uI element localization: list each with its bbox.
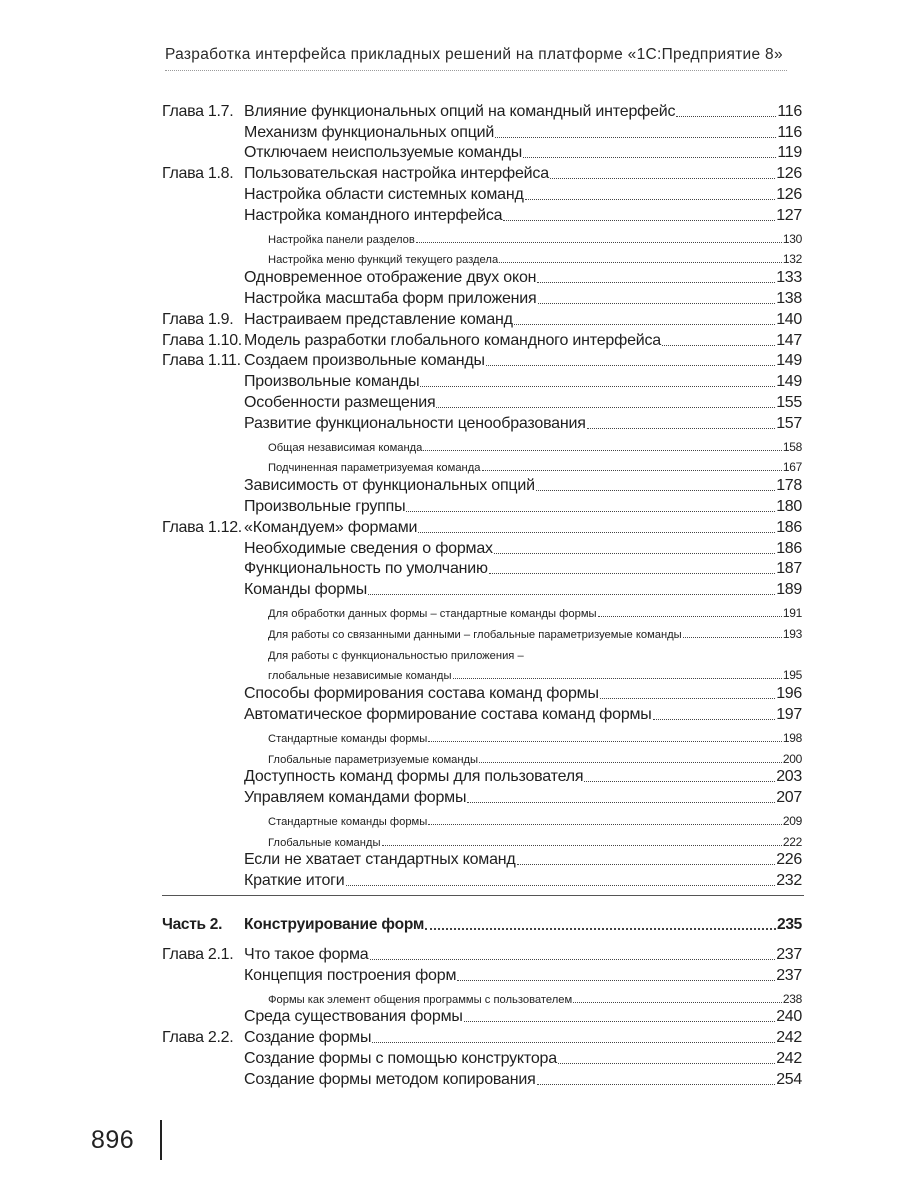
dot-leader [453,678,782,679]
dot-leader [406,511,775,512]
running-header: Разработка интерфейса прикладных решений на платформе «1С:Предприятие 8» [165,46,783,63]
toc-section-row[interactable] [162,496,802,517]
dot-leader [499,262,782,263]
entry-page-number: 158 [782,439,802,454]
toc-chapter-row[interactable] [162,351,802,372]
entry-title: Особенности размещения [244,393,436,411]
entry-page-number: 149 [776,373,802,391]
toc-section-row[interactable] [162,475,802,496]
entry-page-number: 242 [776,1050,802,1068]
entry-page-number: 235 [777,916,802,934]
entry-title: Необходимые сведения о формах [244,539,493,557]
table-of-contents [162,101,802,1090]
dot-leader [495,137,776,138]
chapter-label: Глава 1.8. [162,165,234,183]
entry-title: Настройка командного интерфейса [244,206,503,224]
toc-entry [244,394,802,412]
toc-entry [268,252,802,266]
entry-title: Создаем произвольные команды [244,352,485,370]
entry-title: Глобальные команды [268,836,381,849]
entry-page-number: 226 [776,851,802,869]
toc-chapter-row[interactable] [162,309,802,330]
toc-entry [244,477,802,495]
toc-section-row[interactable] [162,1069,802,1090]
toc-subsection-row[interactable] [162,600,802,621]
page-number-bar [160,1120,162,1160]
toc-entry [244,1008,802,1026]
chapter-label: Глава 2.1. [162,946,234,964]
toc-entry [268,668,802,682]
dot-leader [598,616,782,617]
entry-page-number: 149 [776,352,802,370]
entry-page-number: 195 [782,668,802,683]
entry-page-number: 196 [776,685,802,703]
toc-entry [244,290,802,308]
toc-subsection-row[interactable] [162,663,802,684]
entry-page-number: 126 [776,185,802,203]
toc-entry [244,352,802,370]
toc-entry [244,967,802,985]
toc-entry [244,415,802,433]
dot-leader [525,199,776,200]
toc-entry [244,165,802,183]
toc-entry [268,992,802,1006]
entry-page-number: 180 [776,497,802,515]
toc-subsection-row[interactable] [162,725,802,746]
dot-leader [653,719,776,720]
dot-leader [418,532,775,533]
toc-entry [244,124,802,142]
dot-leader [368,594,775,595]
entry-title: Произвольные группы [244,497,406,515]
entry-title: Способы формирования состава команд формы [244,685,599,703]
entry-page-number: 116 [777,102,802,120]
toc-subsection-row[interactable] [162,434,802,455]
dot-leader [537,1084,776,1085]
toc-section-row[interactable] [162,787,802,808]
toc-entry [244,519,802,537]
entry-page-number: 240 [776,1008,802,1026]
entry-page-number: 178 [776,477,802,495]
dot-leader [425,928,776,930]
dot-leader [537,282,775,283]
dot-leader [536,490,775,491]
dot-leader [587,428,775,429]
entry-title: Настройка панели разделов [268,233,415,246]
part-label: Часть 2. [162,916,223,934]
toc-section-row[interactable] [162,965,802,986]
dot-leader [584,781,775,782]
toc-section-row[interactable] [162,704,802,725]
toc-subsection-row[interactable] [162,455,802,476]
toc-entry [268,731,802,745]
entry-title: «Командуем» формами [244,518,418,536]
toc-entry [244,581,802,599]
entry-page-number: 237 [776,946,802,964]
entry-page-number: 187 [776,560,802,578]
toc-part-row[interactable] [162,913,802,935]
toc-section-row[interactable] [162,579,802,600]
dot-leader [416,242,782,243]
toc-entry [268,752,802,766]
toc-section-row[interactable] [162,288,802,309]
dot-leader [372,1042,775,1043]
entry-page-number: 132 [782,252,802,267]
entry-page-number: 197 [776,705,802,723]
entry-title: Создание формы методом копирования [244,1070,536,1088]
toc-entry [244,498,802,516]
toc-entry [244,916,802,934]
entry-title: Если не хватает стандартных команд [244,851,516,869]
entry-title: Настройка масштаба форм приложения [244,289,537,307]
toc-subsection-row[interactable] [162,226,802,247]
entry-page-number: 116 [777,123,802,141]
entry-page-number: 238 [782,991,802,1006]
entry-title: Создание формы с помощью конструктора [244,1050,557,1068]
toc-entry [244,706,802,724]
toc-entry [244,311,802,329]
entry-title: Концепция построения форм [244,966,457,984]
dot-leader [676,116,776,117]
toc-chapter-row[interactable] [162,101,802,122]
entry-page-number: 140 [776,310,802,328]
entry-page-number: 119 [777,144,802,162]
entry-title: Отключаем неиспользуемые команды [244,144,523,162]
entry-page-number: 186 [776,518,802,536]
toc-entry [244,560,802,578]
dot-leader [489,573,775,574]
entry-title: Механизм функциональных опций [244,123,495,141]
toc-entry [244,1071,802,1089]
dot-leader [457,980,775,981]
entry-page-number: 237 [776,966,802,984]
toc-subsection-row[interactable] [162,986,802,1007]
toc-entry [244,1029,802,1047]
toc-section-row[interactable] [162,850,802,871]
entry-title: Функциональность по умолчанию [244,560,488,578]
toc-section-row[interactable] [162,683,802,704]
entry-title: Настраиваем представление команд [244,310,513,328]
entry-page-number: 133 [776,269,802,287]
chapter-label: Глава 1.11. [162,352,241,370]
toc-entry [268,835,802,849]
dot-leader [467,802,775,803]
toc-chapter-row[interactable] [162,1027,802,1048]
entry-page-number: 193 [782,626,802,641]
entry-page-number: 198 [782,730,802,745]
toc-entry [244,269,802,287]
toc-subsection-row[interactable] [162,247,802,268]
toc-subsection-row[interactable] [162,621,802,642]
entry-title: Развитие функциональности ценообразования [244,414,586,432]
entry-page-number: 186 [776,539,802,557]
dot-leader [683,637,782,638]
toc-entry [244,373,802,391]
dot-leader [428,741,782,742]
entry-page-number: 157 [776,414,802,432]
toc-section-row[interactable] [162,559,802,580]
toc-section-row[interactable] [162,1048,802,1069]
toc-subsection-row[interactable] [162,746,802,767]
toc-section-row[interactable] [162,392,802,413]
entry-title: Краткие итоги [244,872,345,890]
dot-leader [482,470,782,471]
entry-title: Зависимость от функциональных опций [244,477,535,495]
dot-leader [538,303,776,304]
toc-entry [244,207,802,225]
entry-title: Автоматическое формирование состава команд формы [244,705,652,723]
entry-page-number: 147 [776,331,802,349]
entry-page-number: 126 [776,165,802,183]
dot-leader [436,407,775,408]
dot-leader [662,345,775,346]
entry-page-number: 167 [782,460,802,475]
dot-leader [382,845,782,846]
dot-leader [573,1002,782,1003]
dot-leader [423,450,781,451]
toc-subsection-row[interactable] [162,642,802,663]
entry-page-number: 200 [782,751,802,766]
toc-section-row[interactable] [162,538,802,559]
toc-section-row[interactable] [162,767,802,788]
entry-page-number: 127 [776,206,802,224]
toc-entry [268,650,802,662]
entry-title: Общая независимая команда [268,441,423,454]
entry-page-number: 254 [776,1070,802,1088]
entry-page-number: 222 [782,834,802,849]
toc-entry [268,814,802,828]
toc-entry [268,232,802,246]
toc-chapter-row[interactable] [162,330,802,351]
entry-title: Конструирование форм [244,916,425,934]
entry-title: Среда существования формы [244,1008,463,1026]
entry-title: Для работы со связанными данными – глобальные параметризуемые команды [268,628,682,641]
toc-subsection-row[interactable] [162,829,802,850]
toc-section-row[interactable] [162,870,802,891]
entry-title: Стандартные команды формы [268,732,428,745]
entry-page-number: 191 [782,605,802,620]
toc-section-row[interactable] [162,371,802,392]
entry-title: Для обработки данных формы – стандартные команды формы [268,607,597,620]
toc-entry [244,332,802,350]
dot-leader [600,698,775,699]
entry-title: Формы как элемент общения программы с пользователем [268,993,573,1006]
entry-title: Создание формы [244,1029,372,1047]
dot-leader [479,762,782,763]
chapter-label: Глава 1.10. [162,331,242,349]
entry-title: Настройка области системных команд [244,185,524,203]
toc-chapter-row[interactable] [162,517,802,538]
entry-title: Доступность команд формы для пользователя [244,768,584,786]
toc-entry [244,685,802,703]
entry-page-number: 242 [776,1029,802,1047]
entry-title: Пользовательская настройка интерфейса [244,165,549,183]
toc-entry [244,872,802,890]
dot-leader [420,386,775,387]
toc-entry [268,606,802,620]
chapter-label: Глава 1.7. [162,102,234,120]
toc-entry [268,440,802,454]
section-divider [162,895,804,896]
toc-entry [244,789,802,807]
entry-title: глобальные независимые команды [268,670,452,683]
toc-entry [244,1050,802,1068]
entry-title: Управляем командами формы [244,789,467,807]
entry-title: Что такое форма [244,946,369,964]
toc-entry [244,946,802,964]
entry-page-number: 130 [782,231,802,246]
dot-leader [550,178,775,179]
entry-title: Подчиненная параметризуемая команда [268,462,481,475]
entry-title: Одновременное отображение двух окон [244,269,537,287]
entry-title: Для работы с функциональностью приложения – [268,649,524,662]
entry-title: Команды формы [244,581,368,599]
toc-chapter-row[interactable] [162,163,802,184]
toc-entry [268,627,802,641]
dot-leader [486,365,775,366]
entry-title: Влияние функциональных опций на командный интерфейс [244,102,676,120]
entry-page-number: 155 [776,393,802,411]
page-number: 896 [91,1126,135,1154]
chapter-label: Глава 1.12. [162,518,242,536]
entry-title: Модель разработки глобального командного интерфейса [244,331,662,349]
dot-leader [494,553,775,554]
section-spacer [162,935,802,944]
toc-entry [244,851,802,869]
toc-entry [244,144,802,162]
toc-section-row[interactable] [162,122,802,143]
dot-leader [346,885,776,886]
dot-leader [370,959,776,960]
header-divider [165,70,787,71]
entry-page-number: 209 [782,813,802,828]
dot-leader [514,324,775,325]
section-spacer [162,904,802,913]
dot-leader [428,824,782,825]
toc-subsection-row[interactable] [162,808,802,829]
toc-entry [244,103,802,121]
entry-page-number: 189 [776,581,802,599]
entry-page-number: 232 [776,872,802,890]
toc-section-row[interactable] [162,413,802,434]
entry-title: Произвольные команды [244,373,420,391]
entry-title: Настройка меню функций текущего раздела [268,254,499,267]
toc-section-row[interactable] [162,267,802,288]
chapter-label: Глава 2.2. [162,1029,234,1047]
toc-entry [268,460,802,474]
toc-section-row[interactable] [162,205,802,226]
toc-entry [244,540,802,558]
entry-title: Стандартные команды формы [268,815,428,828]
dot-leader [503,220,775,221]
dot-leader [558,1063,775,1064]
dot-leader [523,157,776,158]
toc-section-row[interactable] [162,143,802,164]
toc-section-row[interactable] [162,184,802,205]
toc-entry [244,186,802,204]
entry-page-number: 207 [776,789,802,807]
dot-leader [517,864,776,865]
entry-page-number: 203 [776,768,802,786]
entry-page-number: 138 [776,289,802,307]
toc-entry [244,768,802,786]
toc-section-row[interactable] [162,1007,802,1028]
dot-leader [464,1021,776,1022]
chapter-label: Глава 1.9. [162,310,234,328]
toc-chapter-row[interactable] [162,944,802,965]
entry-title: Глобальные параметризуемые команды [268,753,479,766]
